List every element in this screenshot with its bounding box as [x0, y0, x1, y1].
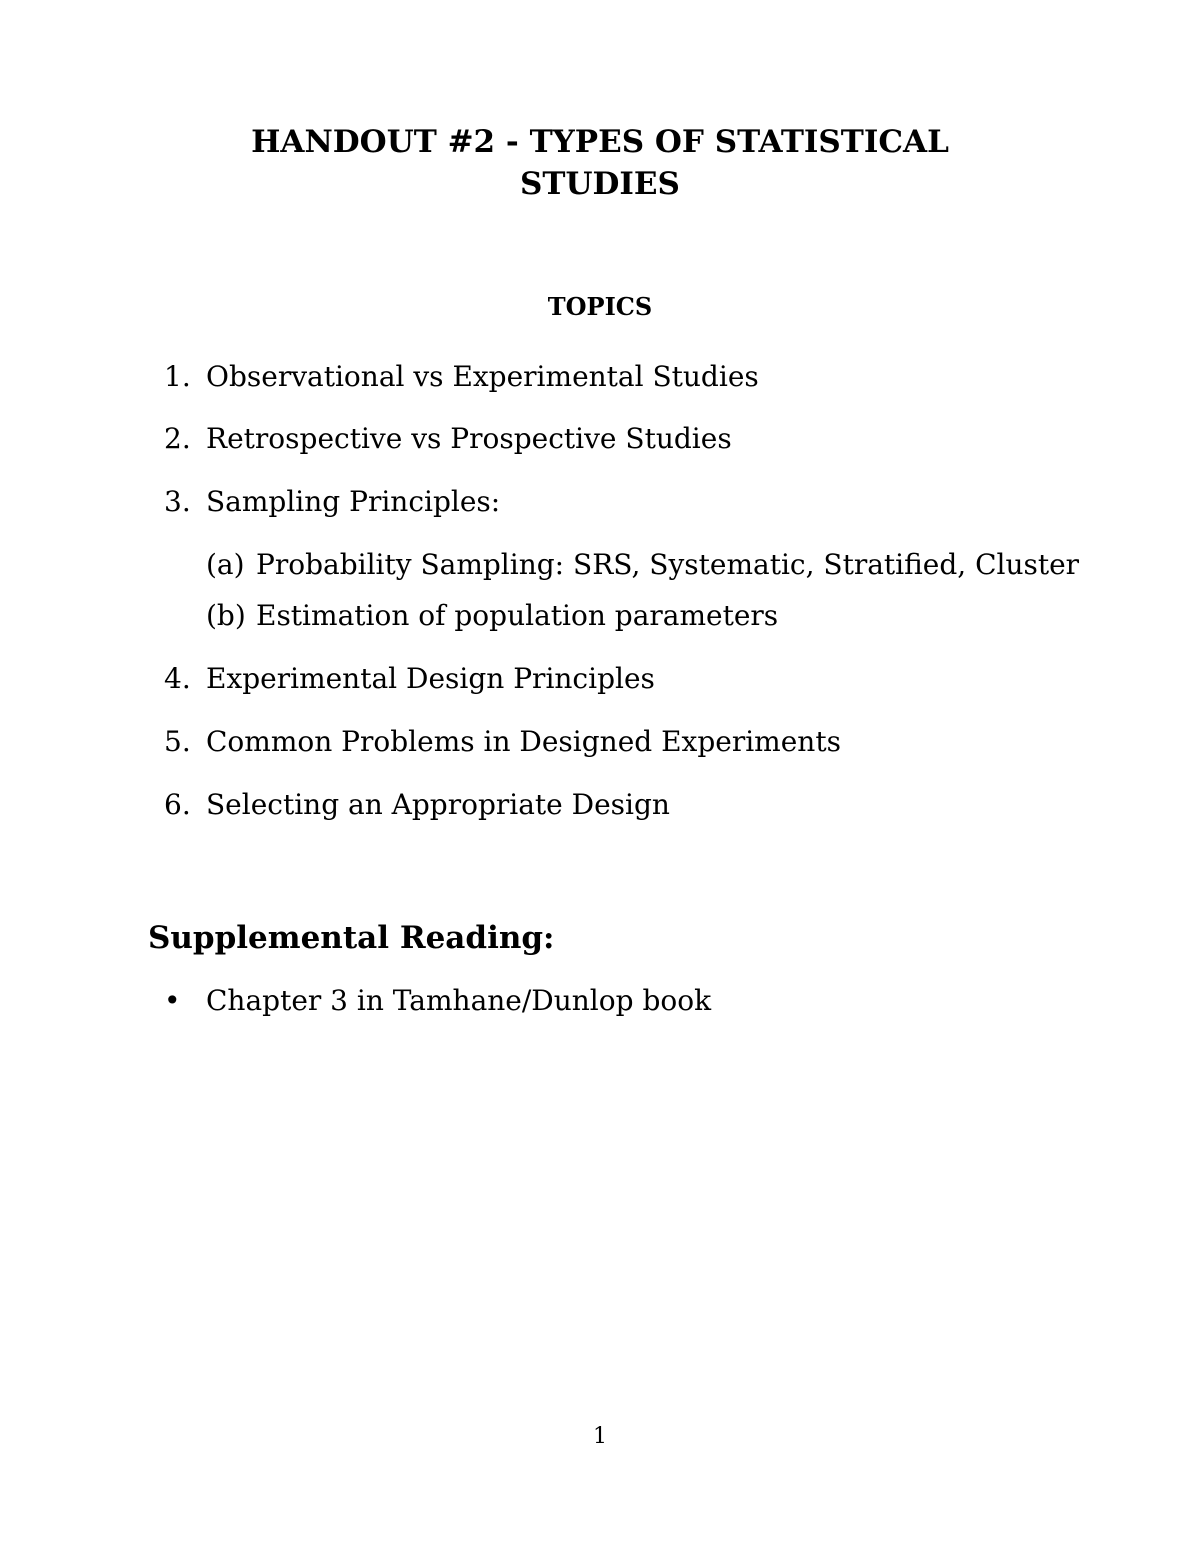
topic-text: Selecting an Appropriate Design [206, 788, 670, 821]
topic-number: 1. [164, 360, 191, 393]
page-number: 1 [593, 1424, 607, 1449]
subtopic-label: (a) [206, 548, 245, 581]
topic-text: Retrospective vs Prospective Studies [206, 422, 732, 455]
title-line-1: HANDOUT #2 - TYPES OF STATISTICAL [251, 124, 949, 160]
supplemental-heading: Supplemental Reading: [148, 920, 555, 956]
supplemental-item: Chapter 3 in Tamhane/Dunlop book [206, 984, 712, 1017]
subtopic-label: (b) [206, 599, 246, 632]
topic-text: Experimental Design Principles [206, 662, 655, 695]
topic-text: Observational vs Experimental Studies [206, 360, 759, 393]
bullet-icon: • [164, 984, 181, 1017]
topic-number: 3. [164, 485, 191, 518]
topics-heading: TOPICS [547, 292, 653, 321]
topic-text: Common Problems in Designed Experiments [206, 725, 841, 758]
subtopic-text: Probability Sampling: SRS, Systematic, Stratified, Cluster [256, 548, 1080, 581]
topic-text: Sampling Principles: [206, 485, 501, 518]
topic-number: 2. [164, 422, 191, 455]
subtopic-text: Estimation of population parameters [256, 599, 779, 632]
topic-number: 4. [164, 662, 191, 695]
topic-number: 5. [164, 725, 191, 758]
topic-number: 6. [164, 788, 191, 821]
title-line-2: STUDIES [520, 166, 680, 202]
